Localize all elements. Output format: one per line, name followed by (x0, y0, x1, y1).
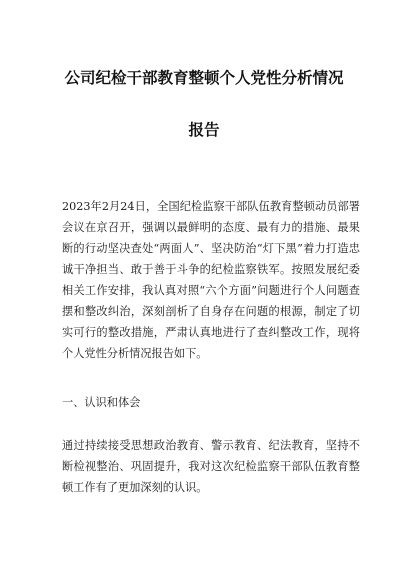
document-title: 公司纪检干部教育整顿个人党性分析情况 (64, 69, 344, 87)
section-heading: 一、认识和体会 (62, 396, 141, 409)
intro-paragraph: 2023年2月24日，全国纪检监察干部队伍教育整顿动员部署会议在京召开，强调以最鲜明的态度、最有力的措施、最果断的行动坚决查处“两面人”、坚决防治“灯下黑”着力打造忠诚干净担当、敢于善于斗争的纪检监察铁军。按照发展纪委相关工作安排，我认真对照“六个方面”问题进行个人问题查摆和整改纠治，深刻剖析了自身存在问题的根源，制定了切实可行的整改措施，严肃认真地进行了查纠整改工作，现将个人党性分析情况报告如下。 (62, 200, 360, 360)
body-paragraph: 通过持续接受思想政治教育、警示教育、纪法教育，坚持不断检视整治、巩固提升，我对这次纪检监察干部队伍教育整顿工作有了更加深刻的认识。 (62, 439, 360, 494)
document-title-continuation: 报告 (188, 121, 220, 139)
